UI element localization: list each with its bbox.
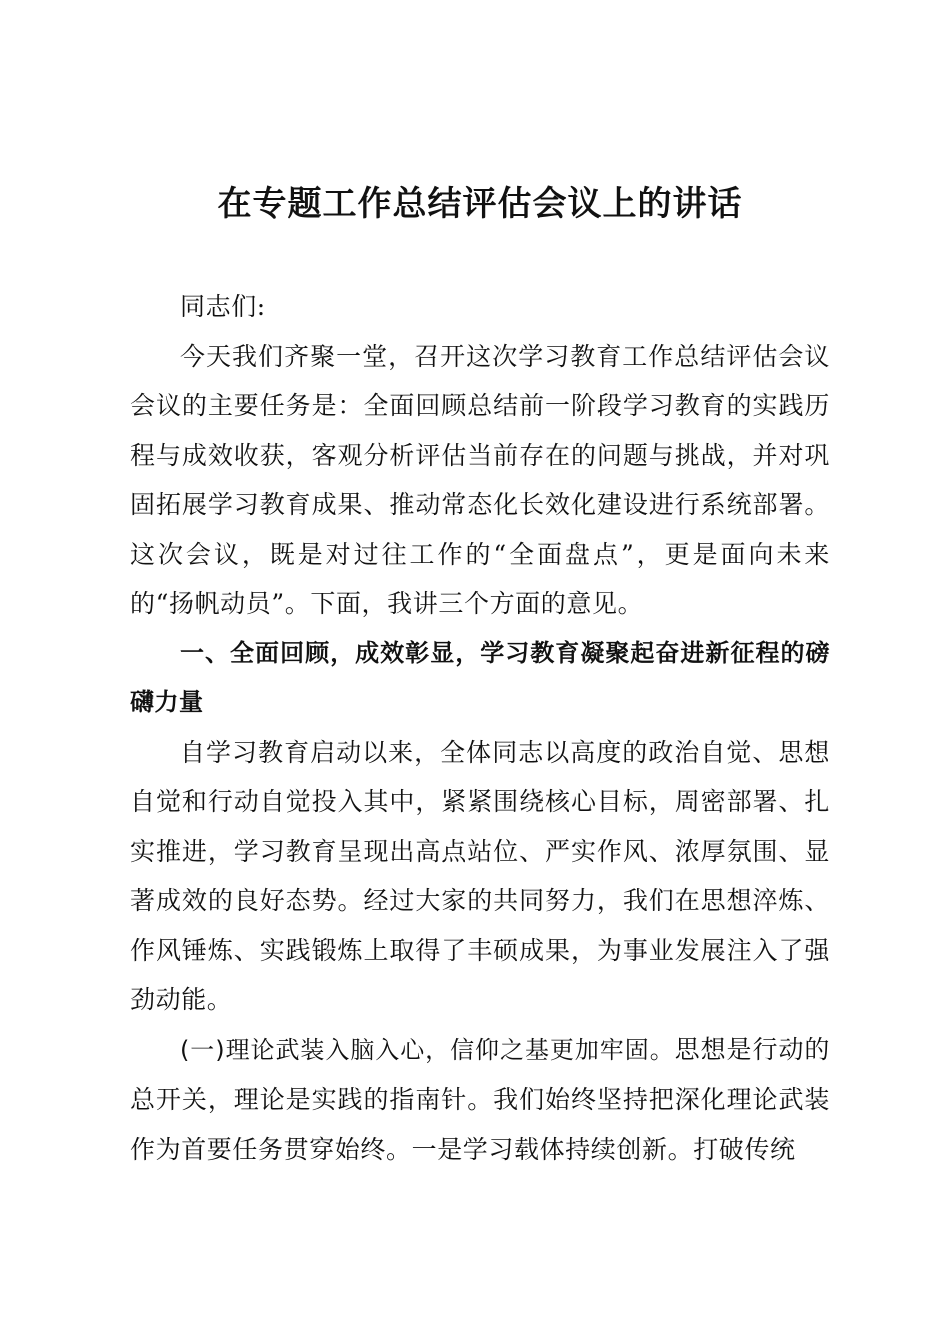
- document-body: [130, 282, 830, 1174]
- subsection-paragraph: [130, 1025, 830, 1175]
- subsection-number: (一): [180, 1035, 226, 1064]
- section-paragraph: 自学习教育启动以来，全体同志以高度的政治自觉、思想自觉和行动自觉投入其中，紧紧围绕核心目标，周密部署、扎实推进，学习教育呈现出高点站位、严实作风、浓厚氛围、显著成效的良好态势。经过大家的共同努力，我们在思想淬炼、作风锤炼、实践锻炼上取得了丰硕成果，为事业发展注入了强劲动能。: [130, 737, 830, 1014]
- section-heading: 一、全面回顾，成效彰显，学习教育凝聚起奋进新征程的磅礴力量: [130, 638, 830, 716]
- subsection-text: 思想是行动的总开关，理论是实践的指南针。我们始终坚持把深化理论武装作为首要任务贯穿始终。一是学习载体持续创新。打破传统: [130, 1034, 830, 1164]
- intro-paragraph: 今天我们齐聚一堂，召开这次学习教育工作总结评估会议会议的主要任务是：全面回顾总结前一阶段学习教育的实践历程与成效收获，客观分析评估当前存在的问题与挑战，并对巩固拓展学习教育成果、推动常态化长效化建设进行系统部署。这次会议，既是对过往工作的“全面盘点”，更是面向未来的“扬帆动员”。下面，我讲三个方面的意见。: [130, 341, 830, 618]
- salutation: 同志们:: [180, 292, 266, 321]
- subsection-title: 理论武装入脑入心，信仰之基更加牢固。: [225, 1035, 675, 1064]
- document-title: 在专题工作总结评估会议上的讲话: [217, 184, 743, 224]
